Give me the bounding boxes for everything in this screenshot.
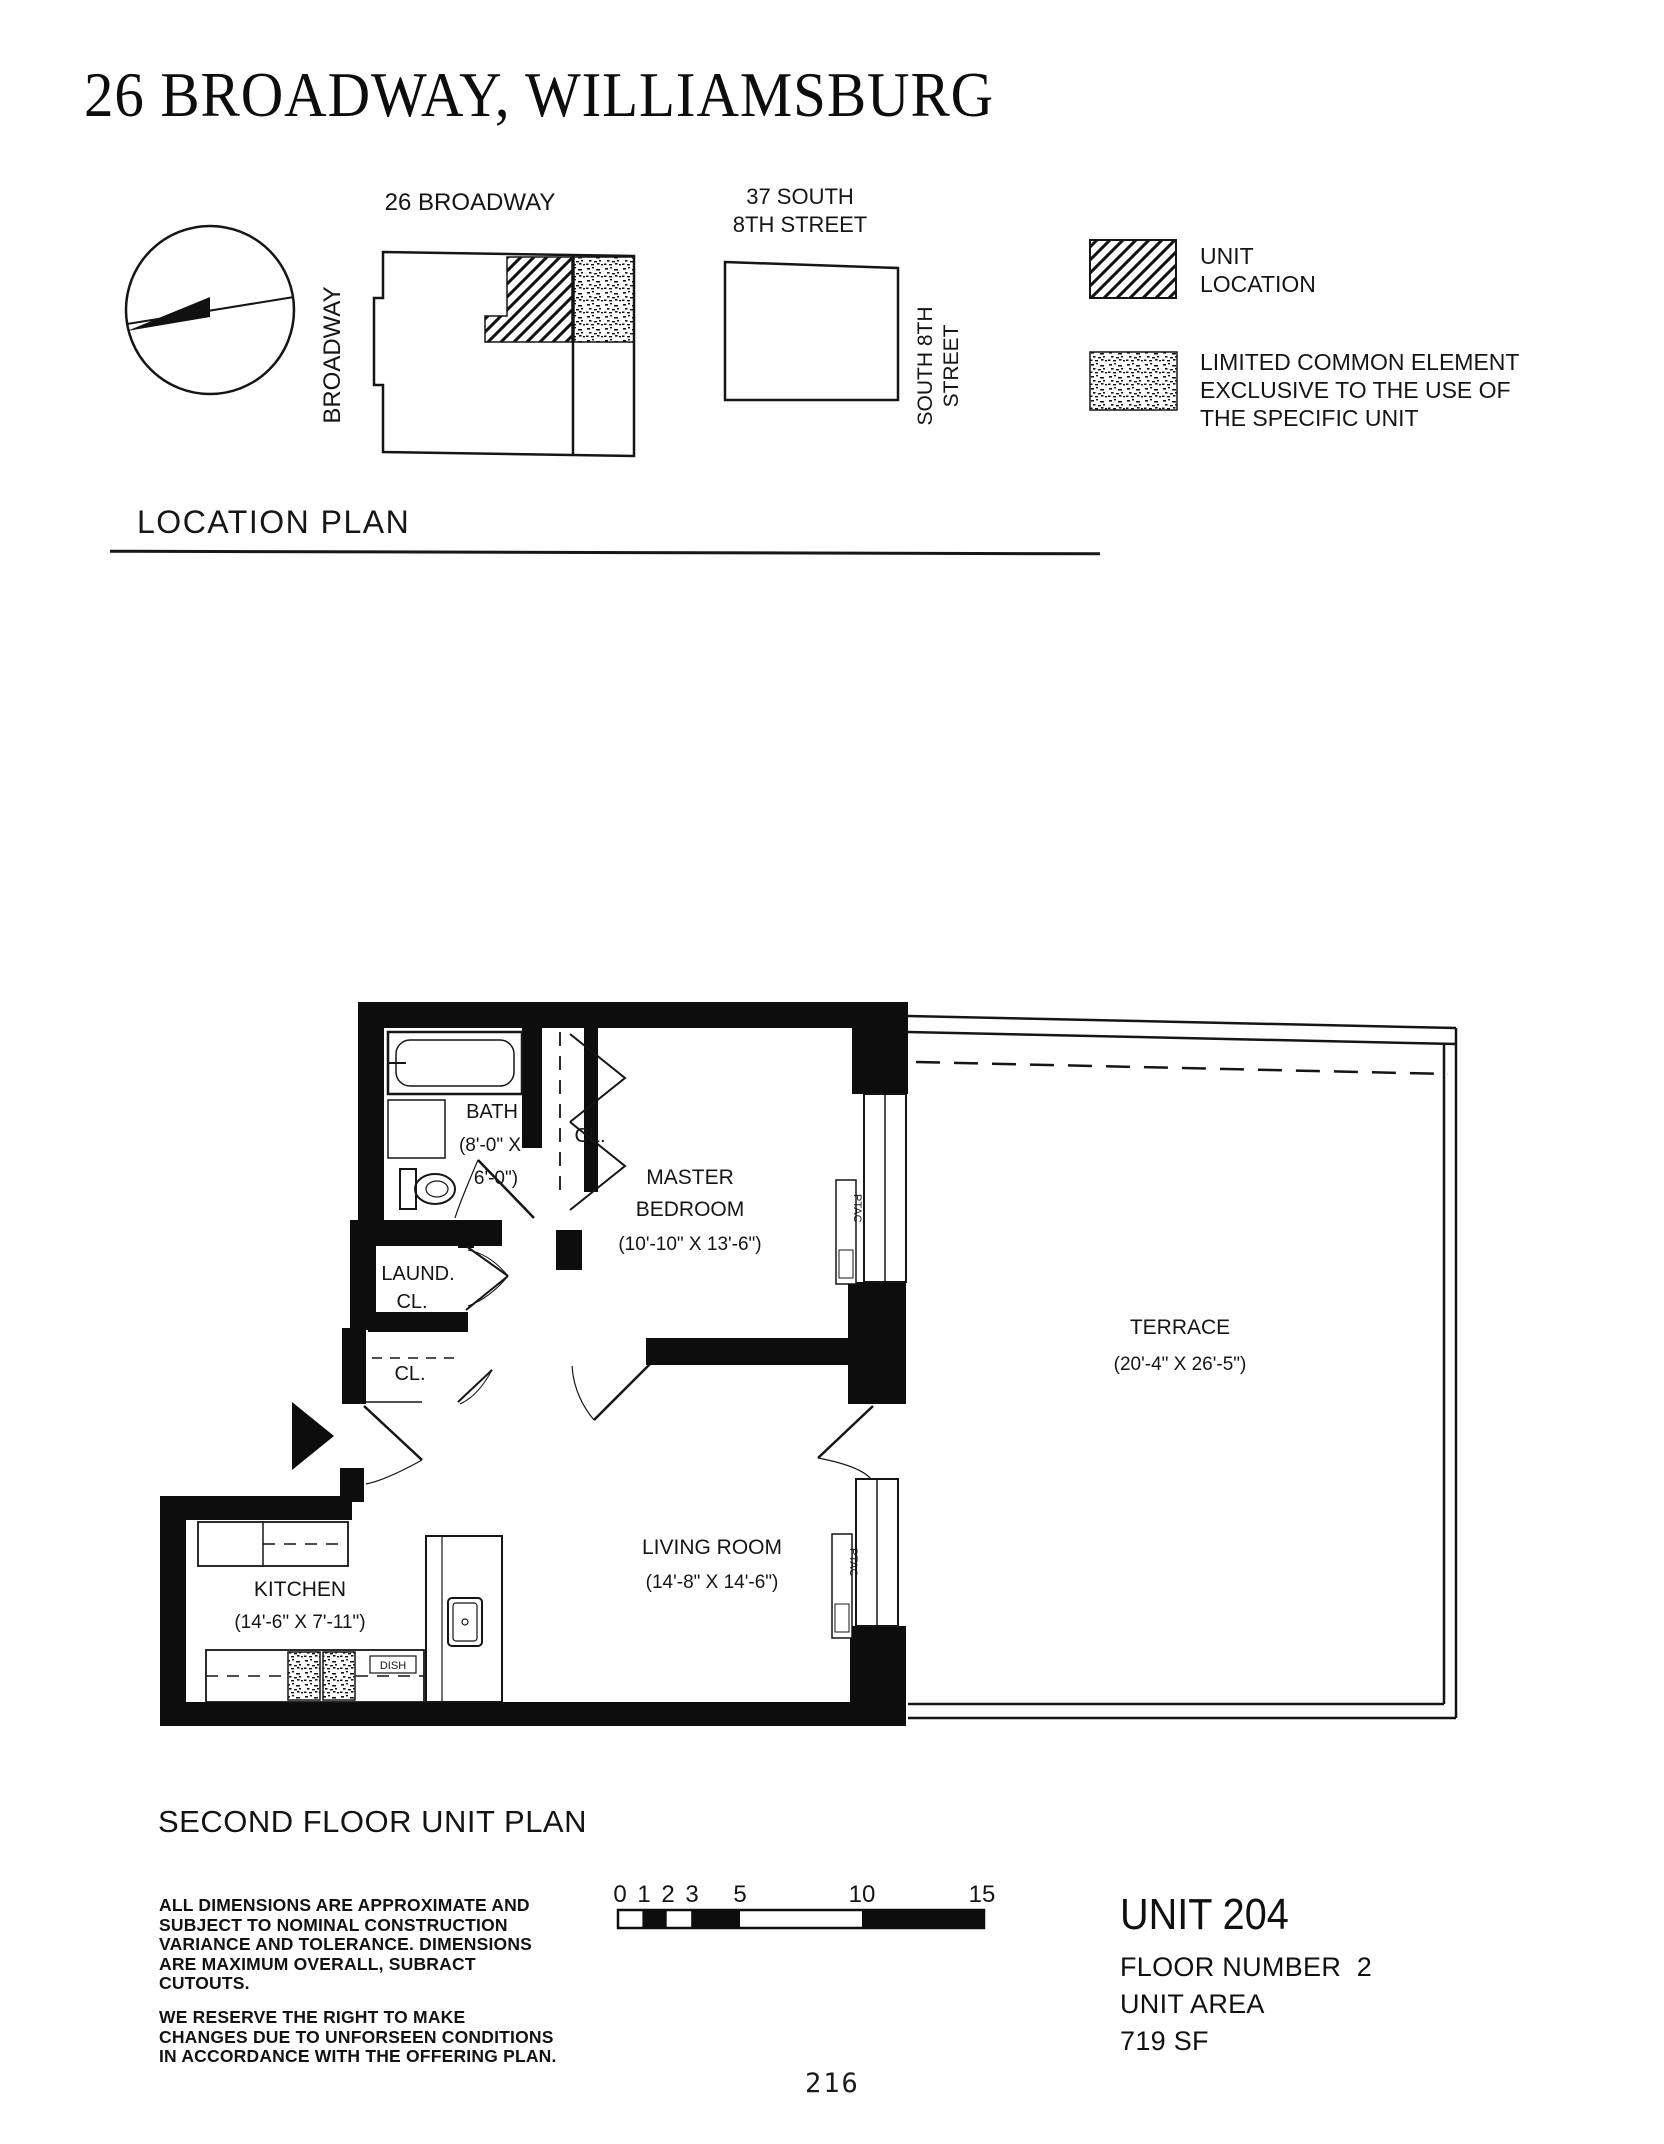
building-37-south-8th <box>725 184 963 426</box>
master-bedroom-label-1: MASTER <box>646 1166 734 1189</box>
legend-unit-location-line2: LOCATION <box>1200 271 1316 297</box>
bath-dim2: 6'-0") <box>473 1168 519 1189</box>
scale-tick-label: 10 <box>848 1881 876 1908</box>
unit-area-label: UNIT AREA <box>1120 1989 1265 2019</box>
unit-area-value: 719 SF <box>1120 2026 1209 2056</box>
south-8th-street-label-line2: STREET <box>940 324 963 408</box>
disclaimer-line: IN ACCORDANCE WITH THE OFFERING PLAN. <box>159 2046 557 2066</box>
page-title: 26 BROADWAY, WILLIAMSBURG <box>84 59 995 130</box>
floor-number: FLOOR NUMBER 2 <box>1120 1952 1373 1982</box>
ptac-label-living: PTAC <box>847 1548 859 1577</box>
kitchen-dims: (14'-6" X 7'-11") <box>234 1612 366 1633</box>
scale-tick-label: 1 <box>637 1881 651 1908</box>
laundry-door-leaf-2 <box>466 1276 508 1310</box>
disclaimer-line: ALL DIMENSIONS ARE APPROXIMATE AND <box>159 1895 530 1915</box>
living-room-dims: (14'-8" X 14'-6") <box>645 1572 779 1593</box>
location-plan-rule <box>110 550 1100 556</box>
broadway-street-label: BROADWAY <box>319 286 346 424</box>
location-plan-drawing <box>100 158 1560 470</box>
limited-common-element-area <box>574 257 634 342</box>
building-26-broadway-caption: 26 BROADWAY <box>384 189 556 216</box>
north-arrow-icon <box>126 226 294 394</box>
terrace-label: TERRACE <box>1129 1316 1231 1339</box>
disclaimer-changes <box>159 2008 579 2067</box>
scale-tick-label: 3 <box>685 1881 699 1908</box>
bath-vanity <box>388 1100 445 1158</box>
bath-label: BATH <box>466 1101 518 1123</box>
laundry-label-2: CL. <box>396 1291 428 1313</box>
unit-location-hatch-area <box>485 257 572 342</box>
bedroom-closet-label: CL. <box>574 1125 606 1147</box>
floor-plan-drawing <box>160 962 1460 1752</box>
kitchen-label: KITCHEN <box>253 1578 347 1601</box>
toilet <box>400 1169 416 1209</box>
disclaimer-line: SUBJECT TO NOMINAL CONSTRUCTION <box>159 1914 508 1935</box>
building-26-broadway <box>319 189 634 456</box>
disclaimer-line: ARE MAXIMUM OVERALL, SUBRACT <box>159 1953 476 1974</box>
unit-plan-heading: SECOND FLOOR UNIT PLAN <box>158 1804 588 1839</box>
page-number: 216 <box>805 2068 860 2099</box>
kitchen-appliance-1 <box>288 1652 320 1700</box>
unit-info-block <box>1120 1890 1372 2057</box>
ptac-units <box>832 1180 863 1638</box>
legend-lce-line2: EXCLUSIVE TO THE USE OF <box>1200 377 1511 403</box>
building-37-caption-line1: 37 SOUTH <box>746 184 854 209</box>
bathtub <box>388 1032 522 1094</box>
terrace-dims: (20'-4" X 26'-5") <box>1113 1354 1247 1375</box>
legend <box>1090 240 1519 431</box>
bath-dim1: (8'-0" X <box>458 1135 522 1156</box>
entry-closet-label: CL. <box>394 1363 426 1385</box>
disclaimer-line: CHANGES DUE TO UNFORSEEN CONDITIONS <box>159 2026 554 2047</box>
scale-tick-label: 15 <box>968 1881 996 1908</box>
master-bedroom-dims: (10'-10" X 13'-6") <box>618 1234 762 1255</box>
location-plan-heading: LOCATION PLAN <box>137 504 411 540</box>
master-bedroom-label-2: BEDROOM <box>635 1198 745 1221</box>
legend-lce-line1: LIMITED COMMON ELEMENT <box>1200 349 1520 375</box>
ptac-label-bedroom: PTAC <box>851 1194 863 1223</box>
disclaimer-line: VARIANCE AND TOLERANCE. DIMENSIONS <box>159 1934 533 1954</box>
terrace-door <box>818 1406 873 1458</box>
entry-door <box>364 1406 422 1460</box>
laundry-label-1: LAUND. <box>381 1263 455 1285</box>
bedroom-door <box>594 1364 650 1420</box>
legend-unit-location-line1: UNIT <box>1200 243 1254 269</box>
legend-lce-line3: THE SPECIFIC UNIT <box>1200 405 1419 431</box>
building-37-caption-line2: 8TH STREET <box>732 212 868 237</box>
terrace-overhead-dashed-line <box>916 1062 1448 1074</box>
unit-number: UNIT 204 <box>1120 1890 1289 1939</box>
living-room-label: LIVING ROOM <box>641 1536 783 1559</box>
south-8th-street-label-line1: SOUTH 8TH <box>914 306 937 426</box>
room-labels <box>234 1101 1246 1633</box>
disclaimer-dimensions <box>159 1896 579 1994</box>
scale-tick-label: 5 <box>733 1881 747 1908</box>
entry-closet-door <box>458 1370 492 1402</box>
dishwasher-label: DISH <box>379 1660 407 1672</box>
disclaimer-line: CUTOUTS. <box>159 1973 250 1993</box>
entry-arrow-icon <box>292 1402 334 1470</box>
legend-unit-location-swatch <box>1090 240 1176 298</box>
legend-lce-swatch <box>1090 352 1177 410</box>
disclaimer-line: WE RESERVE THE RIGHT TO MAKE <box>159 2007 466 2027</box>
scale-bar <box>610 1878 1000 1942</box>
scale-tick-label: 0 <box>613 1881 627 1908</box>
scale-tick-label: 2 <box>661 1881 675 1908</box>
kitchen-appliance-2 <box>323 1652 355 1700</box>
